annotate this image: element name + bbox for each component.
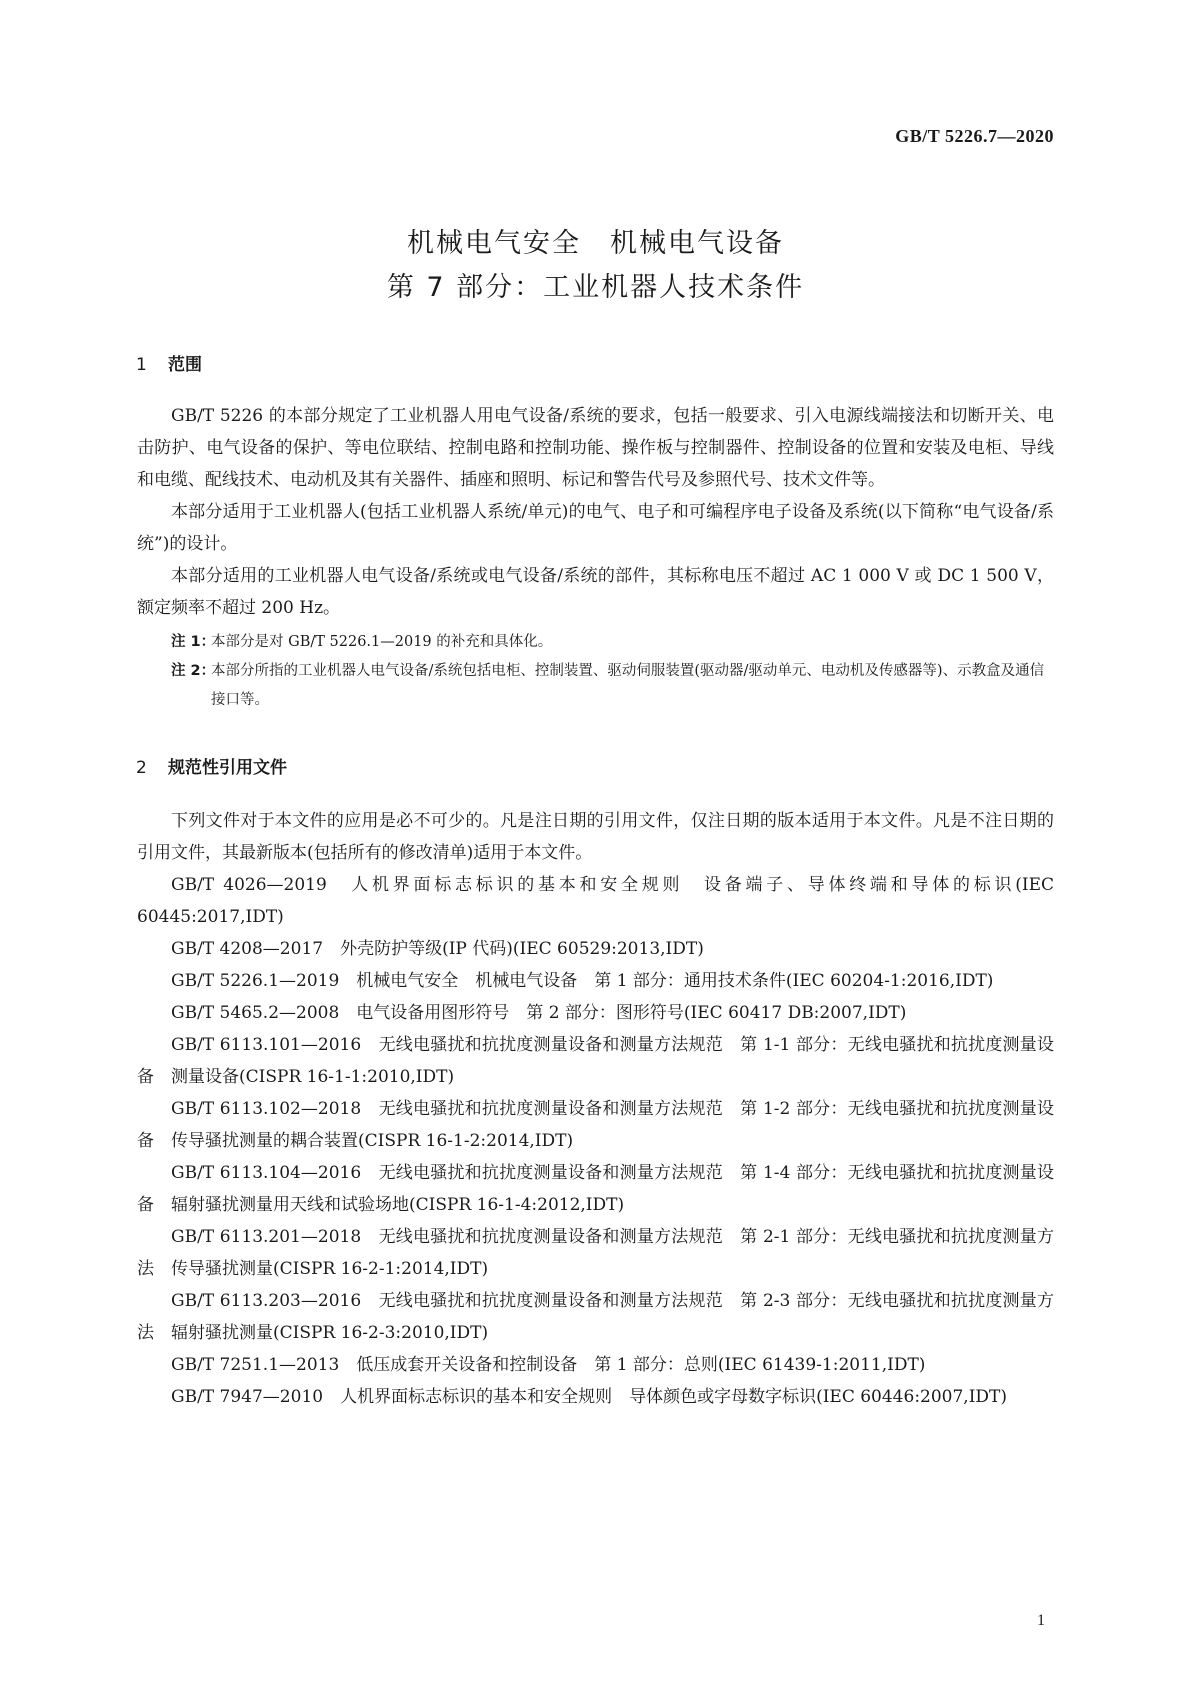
section-1-number: 1	[136, 355, 147, 375]
section-1-body	[137, 400, 1054, 715]
section-2-number: 2	[136, 758, 147, 778]
note-2	[171, 657, 1054, 715]
reference-item: GB/T 6113.104—2016 无线电骚扰和抗扰度测量设备和测量方法规范 第 1-4 部分：无线电骚扰和抗扰度测量设备 辐射骚扰测量用天线和试验场地(CISPR 16-1-4:2012,IDT)	[137, 1163, 1054, 1215]
reference-item: GB/T 6113.201—2018 无线电骚扰和抗扰度测量设备和测量方法规范 第 2-1 部分：无线电骚扰和抗扰度测量方法 传导骚扰测量(CISPR 16-2-1:2014,IDT)	[137, 1227, 1054, 1279]
note-2-text: 本部分所指的工业机器人电气设备/系统包括电柜、控制装置、驱动伺服装置(驱动器/驱动单元、电动机及传感器等)、示教盒及通信接口等。	[211, 663, 1045, 708]
section-2-title: 规范性引用文件	[168, 758, 287, 778]
reference-item: GB/T 6113.101—2016 无线电骚扰和抗扰度测量设备和测量方法规范 第 1-1 部分：无线电骚扰和抗扰度测量设备 测量设备(CISPR 16-1-1:2010,IDT)	[137, 1035, 1054, 1087]
document-title	[0, 222, 1191, 310]
section-2-heading	[136, 753, 287, 778]
page-number: 1	[1037, 1612, 1045, 1629]
scope-paragraph-3: 本部分适用的工业机器人电气设备/系统或电气设备/系统的部件，其标称电压不超过 AC 1 000 V 或 DC 1 500 V，额定频率不超过 200 Hz。	[137, 566, 1054, 618]
note-2-label: 注 2：	[171, 663, 216, 679]
section-1-title: 范围	[168, 355, 202, 375]
reference-item: GB/T 4208—2017 外壳防护等级(IP 代码)(IEC 60529:2013,IDT)	[171, 939, 704, 959]
title-line-2: 第 7 部分：工业机器人技术条件	[386, 272, 805, 303]
note-1-label: 注 1：	[171, 634, 216, 650]
reference-item: GB/T 4026—2019 人机界面标志标识的基本和安全规则 设备端子、导体终端和导体的标识(IEC 60445:2017,IDT)	[137, 875, 1054, 927]
standard-code: GB/T 5226.7—2020	[895, 126, 1054, 146]
scope-paragraph-2: 本部分适用于工业机器人(包括工业机器人系统/单元)的电气、电子和可编程序电子设备及系统(以下简称“电气设备/系统”)的设计。	[137, 502, 1054, 554]
note-1	[171, 628, 1054, 657]
reference-item: GB/T 7251.1—2013 低压成套开关设备和控制设备 第 1 部分：总则(IEC 61439-1:2011,IDT)	[171, 1355, 926, 1375]
section-1-heading	[136, 350, 202, 375]
reference-item: GB/T 6113.102—2018 无线电骚扰和抗扰度测量设备和测量方法规范 第 1-2 部分：无线电骚扰和抗扰度测量设备 传导骚扰测量的耦合装置(CISPR 16-1-2:2014,IDT)	[137, 1099, 1054, 1151]
references-intro: 下列文件对于本文件的应用是必不可少的。凡是注日期的引用文件，仅注日期的版本适用于本文件。凡是不注日期的引用文件，其最新版本(包括所有的修改清单)适用于本文件。	[137, 811, 1054, 863]
title-line-1: 机械电气安全 机械电气设备	[407, 228, 784, 259]
reference-item: GB/T 7947—2010 人机界面标志标识的基本和安全规则 导体颜色或字母数字标识(IEC 60446:2007,IDT)	[171, 1387, 1008, 1407]
scope-paragraph-1: GB/T 5226 的本部分规定了工业机器人用电气设备/系统的要求，包括一般要求、引入电源线端接法和切断开关、电击防护、电气设备的保护、等电位联结、控制电路和控制功能、操作板与控制器件、控制设备的位置和安装及电柜、导线和电缆、配线技术、电动机及其有关器件、插座和照明、标记和警告代号及参照代号、技术文件等。	[137, 406, 1054, 490]
reference-item: GB/T 5226.1—2019 机械电气安全 机械电气设备 第 1 部分：通用技术条件(IEC 60204-1:2016,IDT)	[171, 971, 994, 991]
reference-item: GB/T 6113.203—2016 无线电骚扰和抗扰度测量设备和测量方法规范 第 2-3 部分：无线电骚扰和抗扰度测量方法 辐射骚扰测量(CISPR 16-2-3:2010,IDT)	[137, 1291, 1054, 1343]
reference-item: GB/T 5465.2—2008 电气设备用图形符号 第 2 部分：图形符号(IEC 60417 DB:2007,IDT)	[171, 1003, 907, 1023]
section-2-body	[137, 805, 1054, 1413]
note-1-text: 本部分是对 GB/T 5226.1—2019 的补充和具体化。	[211, 634, 553, 650]
